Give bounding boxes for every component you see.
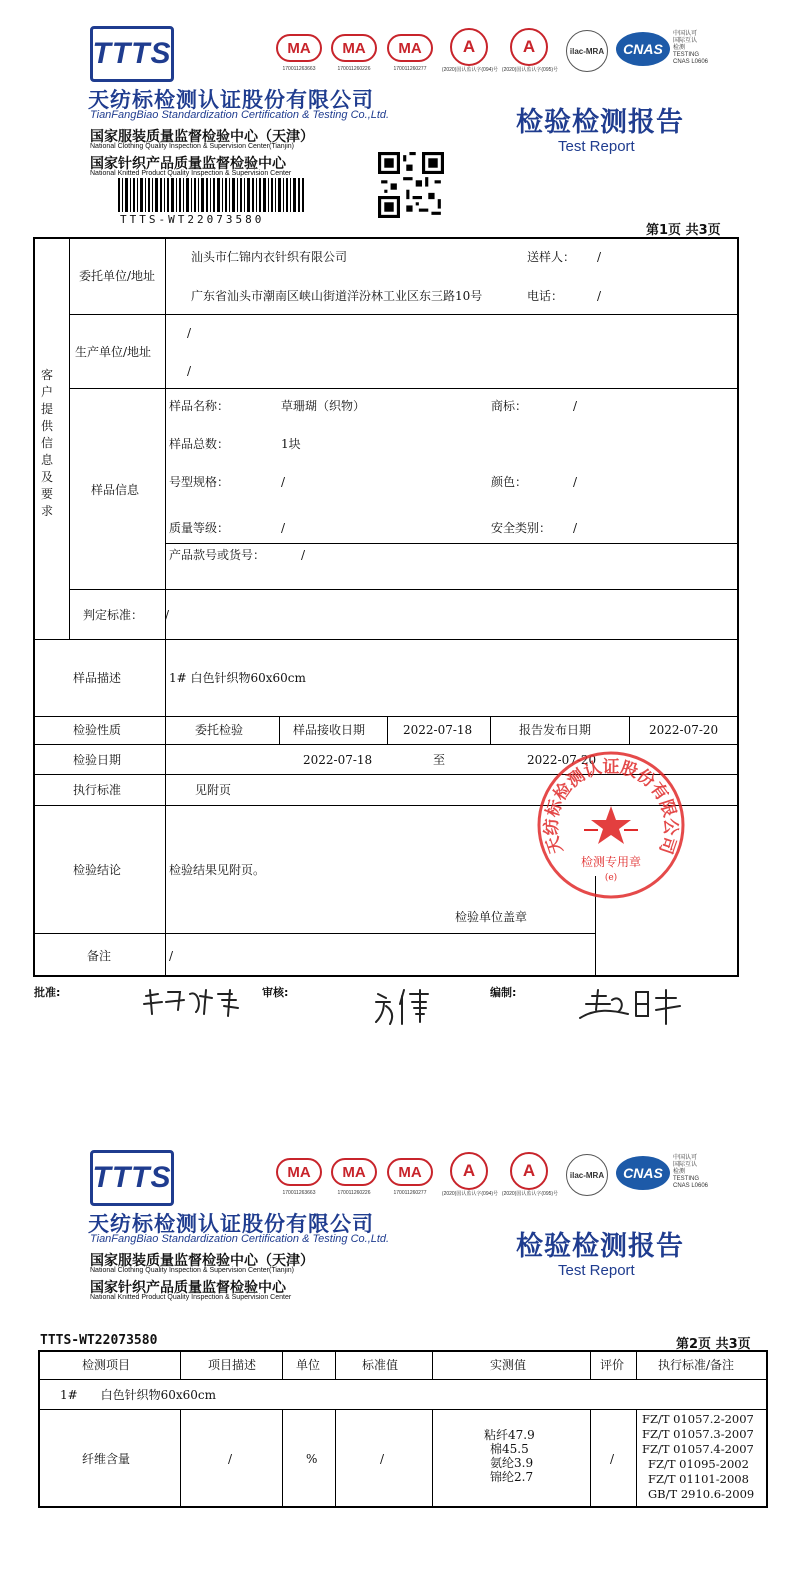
page-number-2: 第2页 共3页 [676,1337,751,1352]
measured-value: 粘纤47.9 [484,1428,535,1442]
desc-label: 样品描述 [73,671,122,685]
center2-cn: 国家针织产品质量监督检验中心 [90,156,286,172]
col-header-unit: 单位 [296,1358,321,1372]
standard-item: FZ/T 01095-2002 [648,1457,749,1471]
col-header-item: 检测项目 [82,1358,131,1372]
client-label: 委托单位/地址 [79,269,156,283]
sample-name-value: 草珊瑚（织物） [281,399,366,413]
results-table [38,1350,768,1508]
sample-count-value: 1块 [281,437,301,451]
sample-name-label: 样品名称： [169,399,230,413]
cal-number: (2020)国认监认字(094)号 [441,67,499,73]
cma-number: 170011260277 [393,1190,427,1196]
nature-label: 检验性质 [73,723,122,737]
standard-list [642,1412,754,1502]
exec-value: 见附页 [195,783,232,797]
sender-label: 送样人： [527,250,576,264]
col-header-desc: 项目描述 [208,1358,257,1372]
cnas-lines: 中国认可 国际互认 检测 TESTING CNAS L0606 [673,31,709,65]
report-title-cn: 检验检测报告 [516,1231,684,1262]
col-header-standard: 标准值 [362,1358,399,1372]
center2-cn: 国家针织产品质量监督检验中心 [90,1280,286,1296]
page-number-1: 第1页 共3页 [646,223,721,238]
test-date-label: 检验日期 [73,753,122,767]
seal-sub: 检测专用章 [580,855,642,869]
report-title-en: Test Report [558,138,635,155]
issue-value: 2022-07-20 [649,723,719,737]
center2-en: National Knitted Product Quality Inspection & Supervision Center [90,170,292,177]
exec-label: 执行标准 [73,783,122,797]
nature-value: 委托检验 [195,723,244,737]
result-item: 纤维含量 [82,1452,131,1466]
size-value: / [281,475,286,489]
ttts-logo: TTTS [90,1150,174,1206]
result-standard: / [380,1452,385,1466]
cma-badge-icon: MA [331,34,377,62]
result-desc: / [228,1452,233,1466]
col-header-eval: 评价 [600,1358,625,1372]
quality-value: / [281,521,286,535]
barcode-number: TTTS-WT22073580 [120,213,265,226]
standard-item: FZ/T 01057.4-2007 [642,1442,754,1456]
cal-number: (2020)国认监认字(094)号 [441,1191,499,1197]
safety-label: 安全类别： [491,521,552,535]
compiler-signature [576,986,688,1026]
judge-value: / [165,608,170,622]
stamp-note: 检验单位盖章 [455,910,528,924]
cma-number: 170011260226 [337,66,371,72]
remark-label: 备注 [87,949,112,963]
cma-badge-icon: MA [276,1158,322,1186]
quality-label: 质量等级： [169,521,230,535]
cal-badge-icon: A [510,1152,548,1190]
test-date-to-word: 至 [433,753,446,767]
standard-item: FZ/T 01057.2-2007 [642,1412,754,1426]
reviewer-signature [372,986,442,1026]
cma-badge-icon: MA [331,1158,377,1186]
cma-number: 170011263663 [282,1190,316,1196]
standard-item: FZ/T 01057.3-2007 [642,1427,754,1441]
center1-en: National Clothing Quality Inspection & Supervision Center(Tianjin) [90,143,295,150]
test-date-to: 2022-07-20 [527,753,597,767]
sample-info-label: 样品信息 [91,483,140,497]
receive-value: 2022-07-18 [403,723,473,737]
company-name-cn: 天纺标检测认证股份有限公司 [88,88,374,112]
cma-badge-icon: MA [387,34,433,62]
cma-number: 170011260226 [337,1190,371,1196]
client-name: 汕头市仁锦内衣针织有限公司 [191,250,348,264]
product-no-label: 产品款号或货号： [169,548,266,562]
cma-number: 170011260277 [393,66,427,72]
cal-badge-icon: A [510,28,548,66]
center1-en: National Clothing Quality Inspection & Supervision Center(Tianjin) [90,1267,295,1274]
company-name-cn: 天纺标检测认证股份有限公司 [88,1212,374,1236]
remark-value: / [169,949,174,963]
conclusion-label: 检验结论 [73,863,122,877]
approver-signature [140,986,250,1018]
ilac-mra-icon: ilac-MRA [566,30,608,72]
standard-item: FZ/T 01101-2008 [648,1472,749,1486]
measured-value: 棉45.5 [490,1442,529,1456]
issue-label: 报告发布日期 [519,723,592,737]
ilac-mra-icon: ilac-MRA [566,1154,608,1196]
brand-label: 商标： [491,399,528,413]
standard-item: GB/T 2910.6-2009 [648,1487,755,1501]
logo-text: TTTS [92,37,172,70]
report-title-en: Test Report [558,1262,635,1279]
client-address: 广东省汕头市潮南区峡山街道洋汾林工业区东三路10号 [191,289,483,303]
color-value: / [573,475,578,489]
seal-text: 天纺标检测认证股份有限公司 [541,757,681,857]
judge-label: 判定标准： [83,608,144,622]
col-header-measured: 实测值 [490,1358,527,1372]
receive-label: 样品接收日期 [293,723,366,737]
brand-value: / [573,399,578,413]
conclusion-value: 检验结果见附页。 [169,863,266,877]
seal-mark: (e) [604,873,618,883]
measured-value: 氨纶3.9 [490,1456,534,1470]
product-no-value: / [301,548,306,562]
report-title-cn: 检验检测报告 [516,107,684,138]
sample-count-label: 样品总数： [169,437,230,451]
center1-cn: 国家服装质量监督检验中心（天津） [90,1253,314,1269]
producer-label: 生产单位/地址 [75,345,152,359]
approve-label: 批准: [34,986,61,999]
seal-star-icon [591,806,631,844]
safety-value: / [573,521,578,535]
test-date-from: 2022-07-18 [303,753,373,767]
ttts-logo [90,26,174,82]
cnas-icon: CNAS [616,32,670,66]
producer-line1: / [187,326,192,340]
report-header-page1 [0,0,800,230]
cal-number: (2020)国认监认字(095)号 [501,67,559,73]
cnas-icon: CNAS [616,1156,670,1190]
company-name-en: TianFangBiao Standardization Certification & Testing Co.,Ltd. [90,1233,390,1245]
side-label-customer-info: 客户提供信息及要求 [40,368,53,518]
cma-number: 170011263663 [282,66,316,72]
measured-value: 锦纶2.7 [490,1470,534,1484]
phone-label: 电话： [527,289,564,303]
sender-value: / [597,250,602,264]
cal-badge-icon: A [450,1152,488,1190]
cnas-lines: 中国认可 国际互认 检测 TESTING CNAS L0606 [673,1155,709,1189]
cal-badge-icon: A [450,28,488,66]
company-seal [534,748,688,902]
result-eval: / [610,1452,615,1466]
center1-cn: 国家服装质量监督检验中心（天津） [90,129,314,145]
sample-row: 1# 白色针织物60x60cm [60,1388,216,1402]
desc-value: 1# 白色针织物60x60cm [169,671,306,685]
qr-code-icon [378,152,444,218]
barcode-icon [118,178,304,212]
color-label: 颜色： [491,475,528,489]
report-header-page2 [0,1124,800,1354]
company-name-en: TianFangBiao Standardization Certification & Testing Co.,Ltd. [90,109,390,121]
result-unit: % [306,1452,318,1466]
col-header-remark: 执行标准/备注 [658,1358,735,1372]
size-label: 号型规格： [169,475,230,489]
center2-en: National Knitted Product Quality Inspection & Supervision Center [90,1294,292,1301]
cma-badge-icon: MA [276,34,322,62]
producer-line2: / [187,364,192,378]
phone-value: / [597,289,602,303]
compile-label: 编制: [490,986,517,999]
cma-badge-icon: MA [387,1158,433,1186]
review-label: 审核: [262,986,289,999]
report-number-page2: TTTS-WT22073580 [40,1333,158,1348]
cal-number: (2020)国认监认字(095)号 [501,1191,559,1197]
